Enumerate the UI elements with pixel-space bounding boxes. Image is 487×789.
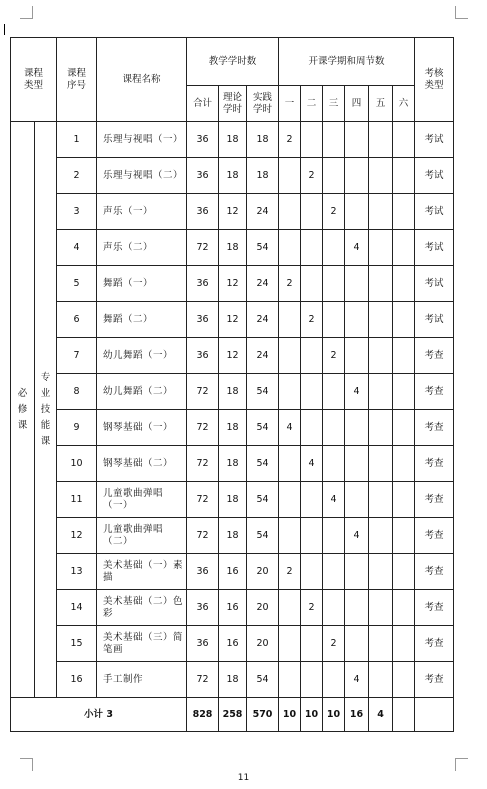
table-row <box>11 302 454 338</box>
course-name: 乐理与视唱（一） <box>97 122 187 158</box>
semester-4-hours <box>345 446 369 482</box>
assessment-type: 考查 <box>415 446 454 482</box>
header-total: 合计 <box>187 86 219 122</box>
course-no: 15 <box>57 626 97 662</box>
course-no: 11 <box>57 482 97 518</box>
semester-4-hours <box>345 626 369 662</box>
semester-2-hours <box>301 338 323 374</box>
theory-hours: 18 <box>219 482 247 518</box>
semester-2-hours <box>301 662 323 698</box>
semester-1-hours <box>279 626 301 662</box>
semester-4-hours <box>345 554 369 590</box>
semester-4-hours: 4 <box>345 230 369 266</box>
semester-2-hours <box>301 626 323 662</box>
table-row <box>11 410 454 446</box>
semester-1-hours <box>279 482 301 518</box>
crop-mark-top-right <box>455 6 468 19</box>
table-row <box>11 374 454 410</box>
assessment-type: 考查 <box>415 518 454 554</box>
practice-hours: 24 <box>247 266 279 302</box>
table-row <box>11 446 454 482</box>
theory-hours: 12 <box>219 194 247 230</box>
semester-2-hours <box>301 410 323 446</box>
semester-4-hours <box>345 194 369 230</box>
theory-hours: 18 <box>219 662 247 698</box>
assessment-type: 考查 <box>415 590 454 626</box>
semester-1-hours <box>279 194 301 230</box>
subtotal-sem-5: 4 <box>369 698 393 732</box>
semester-4-hours <box>345 338 369 374</box>
practice-hours: 54 <box>247 410 279 446</box>
course-name: 儿童歌曲弹唱（二） <box>97 518 187 554</box>
course-name: 幼儿舞蹈（一） <box>97 338 187 374</box>
assessment-type: 考试 <box>415 194 454 230</box>
total-hours: 72 <box>187 662 219 698</box>
semester-6-hours <box>393 158 415 194</box>
semester-1-hours <box>279 338 301 374</box>
semester-1-hours <box>279 158 301 194</box>
course-name: 舞蹈（一） <box>97 266 187 302</box>
semester-2-hours: 2 <box>301 158 323 194</box>
theory-hours: 12 <box>219 302 247 338</box>
semester-3-hours: 2 <box>323 626 345 662</box>
total-hours: 72 <box>187 410 219 446</box>
header-semester-1: 一 <box>279 86 301 122</box>
assessment-type: 考查 <box>415 482 454 518</box>
course-no: 9 <box>57 410 97 446</box>
subtotal-practice: 570 <box>247 698 279 732</box>
practice-hours: 18 <box>247 158 279 194</box>
semester-3-hours: 4 <box>323 482 345 518</box>
semester-4-hours: 4 <box>345 662 369 698</box>
practice-hours: 54 <box>247 230 279 266</box>
semester-2-hours: 2 <box>301 590 323 626</box>
semester-1-hours <box>279 302 301 338</box>
semester-5-hours <box>369 230 393 266</box>
semester-6-hours <box>393 194 415 230</box>
semester-6-hours <box>393 446 415 482</box>
semester-3-hours <box>323 122 345 158</box>
total-hours: 36 <box>187 590 219 626</box>
theory-hours: 16 <box>219 626 247 662</box>
subtotal-theory: 258 <box>219 698 247 732</box>
header-hours-group: 教学学时数 <box>187 38 279 86</box>
course-no: 3 <box>57 194 97 230</box>
assessment-type: 考试 <box>415 122 454 158</box>
practice-hours: 20 <box>247 626 279 662</box>
semester-3-hours <box>323 158 345 194</box>
table-row <box>11 554 454 590</box>
theory-hours: 18 <box>219 446 247 482</box>
subtotal-sem-2: 10 <box>301 698 323 732</box>
semester-6-hours <box>393 590 415 626</box>
total-hours: 72 <box>187 230 219 266</box>
theory-hours: 18 <box>219 230 247 266</box>
course-no: 14 <box>57 590 97 626</box>
practice-hours: 54 <box>247 374 279 410</box>
assessment-type: 考查 <box>415 338 454 374</box>
semester-6-hours <box>393 122 415 158</box>
semester-6-hours <box>393 626 415 662</box>
semester-5-hours <box>369 626 393 662</box>
semester-5-hours <box>369 338 393 374</box>
table-row <box>11 626 454 662</box>
subtotal-sem-4: 16 <box>345 698 369 732</box>
total-hours: 36 <box>187 194 219 230</box>
header-course-name: 课程名称 <box>97 38 187 122</box>
course-no: 4 <box>57 230 97 266</box>
table-row <box>11 266 454 302</box>
semester-1-hours <box>279 662 301 698</box>
table-footer <box>11 698 454 732</box>
semester-6-hours <box>393 374 415 410</box>
theory-hours: 12 <box>219 338 247 374</box>
subtotal-sem-3: 10 <box>323 698 345 732</box>
semester-5-hours <box>369 122 393 158</box>
course-name: 儿童歌曲弹唱（一） <box>97 482 187 518</box>
course-name: 舞蹈（二） <box>97 302 187 338</box>
theory-hours: 18 <box>219 518 247 554</box>
semester-3-hours <box>323 302 345 338</box>
total-hours: 72 <box>187 482 219 518</box>
semester-6-hours <box>393 230 415 266</box>
semester-5-hours <box>369 410 393 446</box>
semester-6-hours <box>393 302 415 338</box>
course-name: 钢琴基础（二） <box>97 446 187 482</box>
theory-hours: 16 <box>219 590 247 626</box>
semester-4-hours: 4 <box>345 374 369 410</box>
total-hours: 72 <box>187 518 219 554</box>
total-hours: 36 <box>187 266 219 302</box>
total-hours: 36 <box>187 626 219 662</box>
total-hours: 36 <box>187 158 219 194</box>
assessment-type: 考查 <box>415 410 454 446</box>
subtotal-total: 828 <box>187 698 219 732</box>
table-row <box>11 194 454 230</box>
course-name: 美术基础（三）简笔画 <box>97 626 187 662</box>
course-name: 幼儿舞蹈（二） <box>97 374 187 410</box>
semester-5-hours <box>369 158 393 194</box>
semester-2-hours <box>301 266 323 302</box>
course-name: 美术基础（一）素描 <box>97 554 187 590</box>
course-no: 7 <box>57 338 97 374</box>
theory-hours: 18 <box>219 158 247 194</box>
total-hours: 36 <box>187 122 219 158</box>
semester-4-hours: 4 <box>345 518 369 554</box>
semester-6-hours <box>393 338 415 374</box>
semester-5-hours <box>369 302 393 338</box>
semester-4-hours <box>345 482 369 518</box>
assessment-type: 考查 <box>415 662 454 698</box>
semester-3-hours <box>323 374 345 410</box>
table-header <box>11 38 454 122</box>
semester-4-hours <box>345 158 369 194</box>
semester-2-hours: 4 <box>301 446 323 482</box>
course-no: 12 <box>57 518 97 554</box>
course-name: 钢琴基础（一） <box>97 410 187 446</box>
semester-2-hours <box>301 482 323 518</box>
table-body <box>11 122 454 698</box>
table-row <box>11 122 454 158</box>
practice-hours: 54 <box>247 518 279 554</box>
practice-hours: 54 <box>247 446 279 482</box>
header-course-no: 课程序号 <box>57 38 97 122</box>
table-row <box>11 518 454 554</box>
semester-1-hours: 2 <box>279 554 301 590</box>
semester-1-hours: 4 <box>279 410 301 446</box>
header-assessment: 考核类型 <box>415 38 454 122</box>
assessment-type: 考查 <box>415 374 454 410</box>
total-hours: 36 <box>187 554 219 590</box>
crop-mark-bottom-left <box>20 758 33 771</box>
semester-2-hours <box>301 374 323 410</box>
semester-4-hours <box>345 302 369 338</box>
header-course-type: 课程类型 <box>11 38 57 122</box>
semester-2-hours <box>301 554 323 590</box>
curriculum-table <box>10 37 454 732</box>
header-semester-5: 五 <box>369 86 393 122</box>
category-sub-cell: 专业技能课 <box>35 122 57 698</box>
practice-hours: 20 <box>247 554 279 590</box>
semester-1-hours <box>279 590 301 626</box>
total-hours: 72 <box>187 446 219 482</box>
semester-6-hours <box>393 662 415 698</box>
semester-4-hours <box>345 410 369 446</box>
theory-hours: 12 <box>219 266 247 302</box>
semester-2-hours: 2 <box>301 302 323 338</box>
practice-hours: 54 <box>247 482 279 518</box>
course-no: 1 <box>57 122 97 158</box>
course-name: 声乐（一） <box>97 194 187 230</box>
category-type-cell: 必修课 <box>11 122 35 698</box>
semester-4-hours <box>345 590 369 626</box>
course-name: 美术基础（二）色彩 <box>97 590 187 626</box>
practice-hours: 18 <box>247 122 279 158</box>
course-no: 16 <box>57 662 97 698</box>
practice-hours: 24 <box>247 338 279 374</box>
course-name: 乐理与视唱（二） <box>97 158 187 194</box>
semester-6-hours <box>393 410 415 446</box>
semester-5-hours <box>369 374 393 410</box>
semester-3-hours <box>323 662 345 698</box>
subtotal-label: 小计 3 <box>11 698 187 732</box>
semester-5-hours <box>369 194 393 230</box>
semester-6-hours <box>393 554 415 590</box>
semester-2-hours <box>301 194 323 230</box>
semester-6-hours <box>393 518 415 554</box>
semester-5-hours <box>369 482 393 518</box>
theory-hours: 18 <box>219 122 247 158</box>
total-hours: 36 <box>187 302 219 338</box>
course-name: 声乐（二） <box>97 230 187 266</box>
semester-3-hours <box>323 554 345 590</box>
semester-1-hours: 2 <box>279 266 301 302</box>
subtotal-sem-6 <box>393 698 415 732</box>
semester-5-hours <box>369 266 393 302</box>
assessment-type: 考试 <box>415 302 454 338</box>
semester-1-hours: 2 <box>279 122 301 158</box>
semester-4-hours <box>345 266 369 302</box>
semester-2-hours <box>301 230 323 266</box>
semester-5-hours <box>369 446 393 482</box>
semester-3-hours: 2 <box>323 194 345 230</box>
practice-hours: 20 <box>247 590 279 626</box>
semester-4-hours <box>345 122 369 158</box>
semester-1-hours <box>279 446 301 482</box>
practice-hours: 54 <box>247 662 279 698</box>
semester-3-hours <box>323 590 345 626</box>
semester-2-hours <box>301 518 323 554</box>
semester-6-hours <box>393 482 415 518</box>
theory-hours: 16 <box>219 554 247 590</box>
semester-1-hours <box>279 230 301 266</box>
assessment-type: 考查 <box>415 626 454 662</box>
semester-5-hours <box>369 518 393 554</box>
header-semester-2: 二 <box>301 86 323 122</box>
crop-mark-top-left <box>20 6 33 19</box>
header-theory: 理论学时 <box>219 86 247 122</box>
table-row <box>11 482 454 518</box>
course-no: 5 <box>57 266 97 302</box>
course-no: 6 <box>57 302 97 338</box>
theory-hours: 18 <box>219 410 247 446</box>
semester-2-hours <box>301 122 323 158</box>
practice-hours: 24 <box>247 194 279 230</box>
subtotal-sem-1: 10 <box>279 698 301 732</box>
semester-5-hours <box>369 662 393 698</box>
semester-3-hours: 2 <box>323 338 345 374</box>
header-practice: 实践学时 <box>247 86 279 122</box>
table-row <box>11 158 454 194</box>
semester-3-hours <box>323 518 345 554</box>
semester-3-hours <box>323 230 345 266</box>
course-no: 13 <box>57 554 97 590</box>
table-row <box>11 338 454 374</box>
subtotal-row <box>11 698 454 732</box>
table-row <box>11 230 454 266</box>
page-number: 11 <box>237 773 250 783</box>
assessment-type: 考试 <box>415 266 454 302</box>
table-row <box>11 590 454 626</box>
semester-6-hours <box>393 266 415 302</box>
course-no: 8 <box>57 374 97 410</box>
total-hours: 72 <box>187 374 219 410</box>
header-semester-4: 四 <box>345 86 369 122</box>
course-no: 2 <box>57 158 97 194</box>
assessment-type: 考查 <box>415 554 454 590</box>
crop-mark-bottom-right <box>455 758 468 771</box>
semester-5-hours <box>369 554 393 590</box>
semester-1-hours <box>279 518 301 554</box>
header-semester-6: 六 <box>393 86 415 122</box>
total-hours: 36 <box>187 338 219 374</box>
semester-3-hours <box>323 446 345 482</box>
header-semester-3: 三 <box>323 86 345 122</box>
semester-1-hours <box>279 374 301 410</box>
course-no: 10 <box>57 446 97 482</box>
header-semester-group: 开课学期和周节数 <box>279 38 415 86</box>
course-name: 手工制作 <box>97 662 187 698</box>
semester-3-hours <box>323 410 345 446</box>
assessment-type: 考试 <box>415 230 454 266</box>
semester-3-hours <box>323 266 345 302</box>
table-row <box>11 662 454 698</box>
subtotal-exam <box>415 698 454 732</box>
practice-hours: 24 <box>247 302 279 338</box>
text-cursor <box>4 24 5 35</box>
assessment-type: 考试 <box>415 158 454 194</box>
theory-hours: 18 <box>219 374 247 410</box>
semester-5-hours <box>369 590 393 626</box>
